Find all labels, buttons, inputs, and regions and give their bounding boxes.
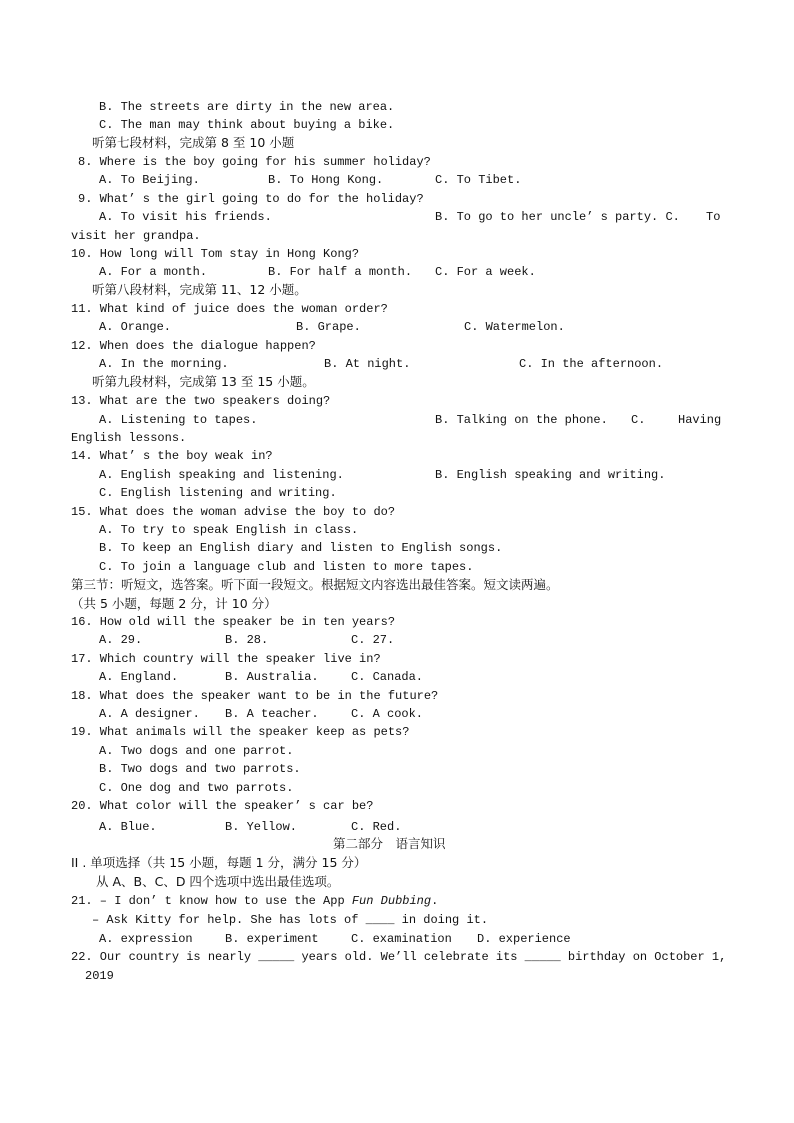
q21-option-c: C. examination [351, 932, 452, 946]
q20-option-a: A. Blue. [99, 820, 157, 834]
q7-option-b: B. The streets are dirty in the new area. [99, 100, 395, 114]
app-name: Fun Dubbing [351, 894, 432, 908]
q15-option-b: B. To keep an English diary and listen to English songs. [99, 541, 503, 555]
q19-option-b: B. Two dogs and two parrots. [99, 762, 301, 776]
section-3-subheader: （共 5 小题，每题 2 分，计 10 分） [71, 596, 277, 611]
q20-option-c: C. Red. [351, 820, 402, 834]
q14-option-b: B. English speaking and writing. [435, 468, 666, 482]
q21-option-b: B. experiment [225, 932, 319, 946]
section-header-8: 听第八段材料，完成第 11、12 小题。 [92, 282, 307, 297]
q16-option-b: B. 28. [225, 633, 269, 647]
q19-option-a: A. Two dogs and one parrot. [99, 744, 294, 758]
question-22: 22. Our country is nearly _____ years old. We’ll celebrate its _____ birthday on October 1, [71, 950, 727, 964]
question-16: 16. How old will the speaker be in ten years? [71, 615, 396, 629]
question-14: 14. What’ s the boy weak in? [71, 449, 273, 463]
q12-option-c: C. In the afternoon. [519, 357, 664, 371]
q17-option-b: B. Australia. [225, 670, 319, 684]
question-9: 9. What’ s the girl going to do for the holiday? [78, 192, 424, 206]
q10-option-a: A. For a month. [99, 265, 208, 279]
q9-option-b: B. To go to her uncle’ s party. C. [435, 210, 680, 224]
question-22-cont: 2019 [85, 969, 114, 983]
q15-option-a: A. To try to speak English in class. [99, 523, 359, 537]
q9-option-a: A. To visit his friends. [99, 210, 272, 224]
q18-option-a: A. A designer. [99, 707, 200, 721]
q14-option-c: C. English listening and writing. [99, 486, 337, 500]
q13-option-c-label: C. [631, 413, 646, 427]
q7-option-c: C. The man may think about buying a bike. [99, 118, 395, 132]
part-two-heading: 第二部分 语言知识 [333, 836, 446, 851]
q13-option-a: A. Listening to tapes. [99, 413, 258, 427]
q8-option-a: A. To Beijing. [99, 173, 200, 187]
q18-option-b: B. A teacher. [225, 707, 319, 721]
q13-option-b: B. Talking on the phone. [435, 413, 608, 427]
q8-option-b: B. To Hong Kong. [268, 173, 384, 187]
section-header-7: 听第七段材料，完成第 8 至 10 小题 [92, 135, 295, 150]
question-10: 10. How long will Tom stay in Hong Kong? [71, 247, 360, 261]
question-11: 11. What kind of juice does the woman order? [71, 302, 388, 316]
q11-option-a: A. Orange. [99, 320, 172, 334]
q21-text-end: . [431, 894, 439, 908]
q9-option-c-start: To [706, 210, 721, 224]
q10-option-c: C. For a week. [435, 265, 536, 279]
question-21 [71, 893, 438, 909]
q21-text-start: 21. – I don’ t know how to use the App [71, 894, 352, 908]
section-3-header: 第三节：听短文，选答案。听下面一段短文。根据短文内容选出最佳答案。短文读两遍。 [71, 577, 559, 592]
section-2-header: II . 单项选择（共 15 小题，每题 1 分，满分 15 分） [71, 855, 367, 870]
q12-option-b: B. At night. [324, 357, 411, 371]
q17-option-a: A. England. [99, 670, 179, 684]
q12-option-a: A. In the morning. [99, 357, 229, 371]
q18-option-c: C. A cook. [351, 707, 424, 721]
q21-option-d: D. experience [477, 932, 571, 946]
q8-option-c: C. To Tibet. [435, 173, 522, 187]
q11-option-c: C. Watermelon. [464, 320, 565, 334]
question-20: 20. What color will the speaker’ s car be? [71, 799, 374, 813]
q21-response: – Ask Kitty for help. She has lots of ____ in doing it. [92, 913, 489, 927]
q13-option-c-end: English lessons. [71, 431, 187, 445]
question-15: 15. What does the woman advise the boy to do? [71, 505, 396, 519]
section-2-instructions: 从 A、B、C、D 四个选项中选出最佳选项。 [96, 874, 340, 889]
q9-option-c-end: visit her grandpa. [71, 229, 201, 243]
question-18: 18. What does the speaker want to be in the future? [71, 689, 439, 703]
question-13: 13. What are the two speakers doing? [71, 394, 331, 408]
q10-option-b: B. For half a month. [268, 265, 413, 279]
q14-option-a: A. English speaking and listening. [99, 468, 344, 482]
q16-option-a: A. 29. [99, 633, 143, 647]
question-17: 17. Which country will the speaker live in? [71, 652, 381, 666]
q21-option-a: A. expression [99, 932, 193, 946]
q13-option-c-start: Having [678, 413, 722, 427]
q16-option-c: C. 27. [351, 633, 395, 647]
question-8: 8. Where is the boy going for his summer holiday? [78, 155, 431, 169]
question-12: 12. When does the dialogue happen? [71, 339, 316, 353]
q20-option-b: B. Yellow. [225, 820, 298, 834]
q17-option-c: C. Canada. [351, 670, 424, 684]
question-19: 19. What animals will the speaker keep as pets? [71, 725, 410, 739]
section-header-9: 听第九段材料，完成第 13 至 15 小题。 [92, 374, 315, 389]
q19-option-c: C. One dog and two parrots. [99, 781, 294, 795]
q15-option-c: C. To join a language club and listen to more tapes. [99, 560, 474, 574]
q11-option-b: B. Grape. [296, 320, 361, 334]
